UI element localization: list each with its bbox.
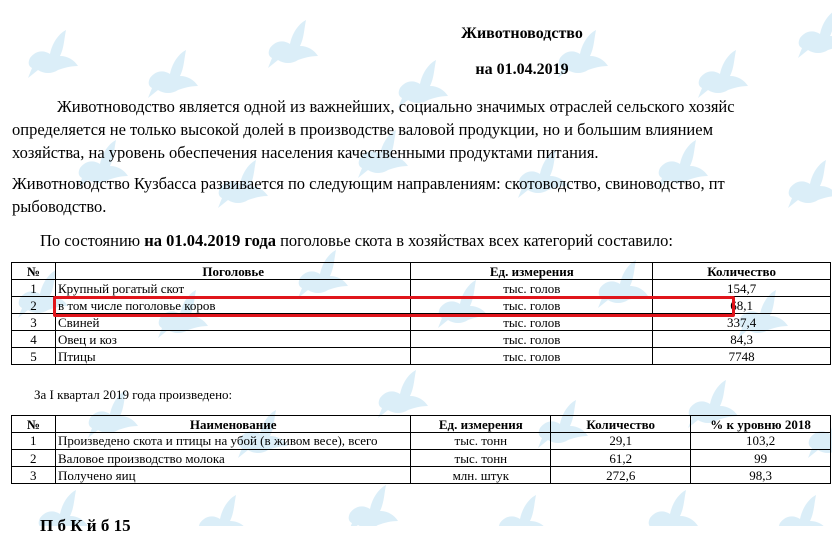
- row-number: 1: [12, 433, 56, 450]
- cut-off-heading: П б К й б 15: [40, 516, 131, 535]
- production-table-header: [12, 416, 831, 433]
- row-name: Произведено скота и птицы на убой (в живом весе), всего: [55, 433, 410, 450]
- row-number: 3: [12, 467, 56, 484]
- intro-line-2: определяется не только высокой долей в производстве валовой продукции, но и большим влиянием: [12, 120, 714, 139]
- row-number: 2: [12, 450, 56, 467]
- row-percent: 103,2: [691, 433, 831, 450]
- status-date: на 01.04.2019 года: [144, 231, 276, 250]
- directions-line-2: рыбоводство.: [12, 197, 107, 216]
- row-unit: тыс. голов: [411, 280, 653, 297]
- col-quantity: Количество: [653, 263, 831, 280]
- row-name: в том числе поголовье коров: [55, 297, 411, 314]
- col-percent: % к уровню 2018: [691, 416, 831, 433]
- col-number: №: [12, 416, 56, 433]
- table-row: [12, 280, 831, 297]
- status-prefix: По состоянию: [40, 231, 145, 250]
- intro-line-3: хозяйства, на уровень обеспечения населения качественными продуктами питания.: [12, 143, 599, 162]
- table-row: [12, 450, 831, 467]
- row-name: Свиней: [55, 314, 411, 331]
- col-unit: Ед. измерения: [411, 416, 551, 433]
- row-unit: тыс. голов: [411, 331, 653, 348]
- row-number: 5: [12, 348, 56, 365]
- intro-line-1: Животноводство является одной из важнейших, социально значимых отраслей сельского хозяйс: [57, 97, 735, 116]
- row-percent: 98,3: [691, 467, 831, 484]
- row-unit: млн. штук: [411, 467, 551, 484]
- production-table: [11, 415, 831, 484]
- table-row: [12, 331, 831, 348]
- table-row: [12, 348, 831, 365]
- row-name: Валовое производство молока: [55, 450, 410, 467]
- row-name: Получено яиц: [55, 467, 410, 484]
- row-quantity: 29,1: [551, 433, 691, 450]
- row-number: 1: [12, 280, 56, 297]
- col-quantity: Количество: [551, 416, 691, 433]
- intro-paragraph: [12, 95, 832, 164]
- row-number: 3: [12, 314, 56, 331]
- col-livestock: Поголовье: [55, 263, 411, 280]
- row-quantity: 61,2: [551, 450, 691, 467]
- status-sentence: [40, 229, 832, 252]
- cows-row-highlight: [53, 296, 735, 317]
- col-name: Наименование: [55, 416, 410, 433]
- row-quantity: 272,6: [551, 467, 691, 484]
- table-row: [12, 433, 831, 450]
- row-quantity: 84,3: [653, 331, 831, 348]
- row-unit: тыс. голов: [411, 348, 653, 365]
- document-title: Животноводство: [461, 25, 583, 42]
- livestock-table-header: [12, 263, 831, 280]
- row-number: 2: [12, 297, 56, 314]
- col-number: №: [12, 263, 56, 280]
- row-quantity: 337,4: [653, 314, 831, 331]
- row-percent: 99: [691, 450, 831, 467]
- row-number: 4: [12, 331, 56, 348]
- date-heading: на 01.04.2019: [475, 61, 569, 78]
- row-quantity: 154,7: [653, 280, 831, 297]
- quarter-note: За I квартал 2019 года произведено:: [34, 387, 233, 402]
- row-quantity: 7748: [653, 348, 831, 365]
- row-quantity: 68,1: [653, 297, 831, 314]
- directions-line-1: Животноводство Кузбасса развивается по следующим направлениям: скотоводство, свиноводство, пт: [12, 174, 725, 193]
- col-unit: Ед. измерения: [411, 263, 653, 280]
- row-unit: тыс. тонн: [411, 450, 551, 467]
- row-unit: тыс. голов: [411, 297, 653, 314]
- table-row: [12, 467, 831, 484]
- row-unit: тыс. голов: [411, 314, 653, 331]
- directions-paragraph: [12, 172, 832, 218]
- status-suffix: поголовье скота в хозяйствах всех категорий составило:: [275, 231, 673, 250]
- row-name: Птицы: [55, 348, 411, 365]
- row-unit: тыс. тонн: [411, 433, 551, 450]
- row-name: Овец и коз: [55, 331, 411, 348]
- row-name: Крупный рогатый скот: [55, 280, 411, 297]
